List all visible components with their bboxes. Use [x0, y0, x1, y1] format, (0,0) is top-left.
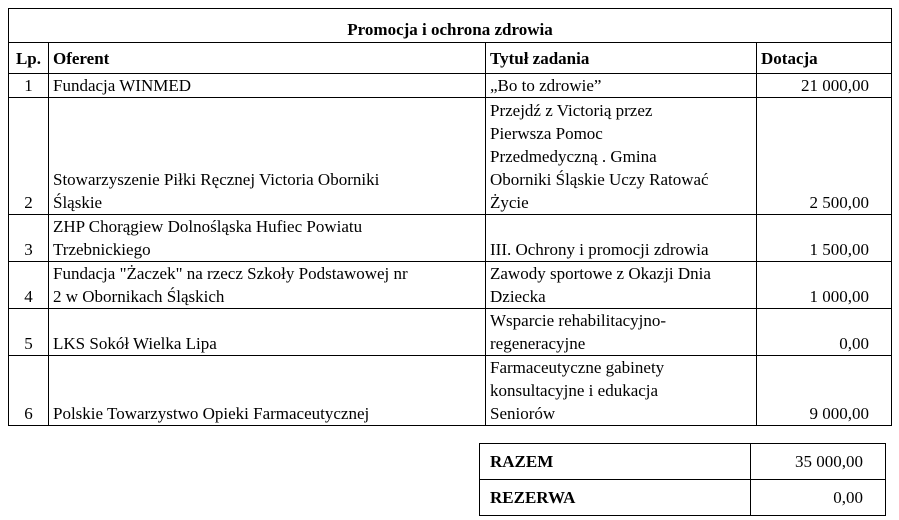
- row-number: 1: [9, 74, 49, 98]
- grant-table-sheet: [8, 8, 892, 426]
- row-number: 3: [9, 215, 49, 262]
- column-header-offerer: Oferent: [49, 43, 486, 74]
- total-value: 35 000,00: [751, 444, 886, 480]
- offerer-cell: Fundacja "Żaczek" na rzecz Szkoły Podstawowej nr 2 w Obornikach Śląskich: [49, 262, 486, 309]
- table-title: Promocja i ochrona zdrowia: [9, 9, 892, 43]
- grant-cell: 1 000,00: [757, 262, 892, 309]
- reserve-label: REZERWA: [480, 480, 751, 516]
- offerer-cell: Polskie Towarzystwo Opieki Farmaceutycznej: [49, 356, 486, 426]
- table-row: [9, 74, 892, 98]
- row-number: 4: [9, 262, 49, 309]
- task-cell: Przejdź z Victorią przez Pierwsza Pomoc Przedmedyczną . Gmina Oborniki Śląskie Uczy Ratować Życie: [486, 98, 757, 215]
- row-number: 6: [9, 356, 49, 426]
- task-cell: Zawody sportowe z Okazji Dnia Dziecka: [486, 262, 757, 309]
- table-row: [9, 98, 892, 215]
- grant-cell: 1 500,00: [757, 215, 892, 262]
- table-row: [9, 215, 892, 262]
- grant-cell: 21 000,00: [757, 74, 892, 98]
- offerer-cell: Stowarzyszenie Piłki Ręcznej Victoria Oborniki Śląskie: [49, 98, 486, 215]
- task-cell: III. Ochrony i promocji zdrowia: [486, 215, 757, 262]
- grant-cell: 9 000,00: [757, 356, 892, 426]
- offerer-cell: LKS Sokół Wielka Lipa: [49, 309, 486, 356]
- offerer-cell: ZHP Chorągiew Dolnośląska Hufiec Powiatu Trzebnickiego: [49, 215, 486, 262]
- task-cell: „Bo to zdrowie”: [486, 74, 757, 98]
- row-number: 5: [9, 309, 49, 356]
- summary-table: [479, 443, 886, 516]
- column-header-lp: Lp.: [9, 43, 49, 74]
- column-header-task: Tytuł zadania: [486, 43, 757, 74]
- grant-cell: 2 500,00: [757, 98, 892, 215]
- reserve-value: 0,00: [751, 480, 886, 516]
- row-number: 2: [9, 98, 49, 215]
- grant-table: [8, 8, 892, 426]
- table-row: [9, 309, 892, 356]
- summary-row-reserve: [480, 480, 886, 516]
- task-cell: Wsparcie rehabilitacyjno- regeneracyjne: [486, 309, 757, 356]
- offerer-cell: Fundacja WINMED: [49, 74, 486, 98]
- task-cell: Farmaceutyczne gabinety konsultacyjne i edukacja Seniorów: [486, 356, 757, 426]
- summary-row-total: [480, 444, 886, 480]
- total-label: RAZEM: [480, 444, 751, 480]
- table-row: [9, 262, 892, 309]
- column-header-grant: Dotacja: [757, 43, 892, 74]
- grant-cell: 0,00: [757, 309, 892, 356]
- table-header-row: [9, 43, 892, 74]
- table-row: [9, 356, 892, 426]
